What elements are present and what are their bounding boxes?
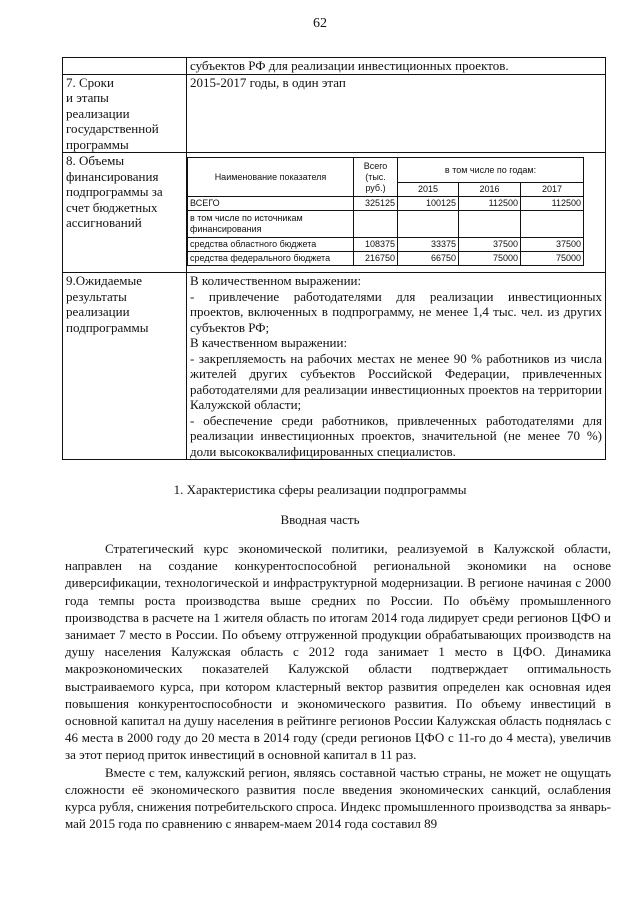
body-text xyxy=(65,540,611,832)
fin-cell-total: 108375 xyxy=(354,238,398,252)
fin-cell-2016: 37500 xyxy=(459,238,521,252)
row8-label: 8. Объемы финансирования подпрограммы за счет бюджетных ассигнований xyxy=(63,153,187,273)
fin-year-2015: 2015 xyxy=(398,183,459,197)
table-row-continuation xyxy=(63,58,606,75)
fin-cell-total: 216750 xyxy=(354,252,398,266)
continuation-left-cell xyxy=(63,58,187,75)
fin-cell-name: в том числе по источникам финансирования xyxy=(188,211,354,238)
fin-cell-2017: 37500 xyxy=(521,238,584,252)
fin-row-regional xyxy=(188,238,584,252)
fin-header-years: в том числе по годам: xyxy=(398,158,584,183)
result-line: В количественном выражении: xyxy=(190,273,362,288)
fin-cell-total xyxy=(354,211,398,238)
table-row-financing xyxy=(63,153,606,273)
fin-year-2016: 2016 xyxy=(459,183,521,197)
page-number: 62 xyxy=(313,16,327,31)
fin-cell-name: средства федерального бюджета xyxy=(188,252,354,266)
financing-table xyxy=(187,157,584,266)
fin-cell-2016: 75000 xyxy=(459,252,521,266)
row9-value xyxy=(187,273,606,460)
fin-cell-total: 325125 xyxy=(354,197,398,211)
fin-cell-name: ВСЕГО xyxy=(188,197,354,211)
section-heading: 1. Характеристика сферы реализации подпрограммы xyxy=(173,482,467,497)
paragraph: Вместе с тем, калужский регион, являясь составной частью страны, не может не ощущать сложности её экономического развития после введения экономических санкций, ослабления курса рубля, снижения потребительского спроса. Индекс промышленного производства за январь-май 2015 года по сравнению с январем-маем 2014 года составил 89 xyxy=(65,764,611,832)
subheading: Вводная часть xyxy=(280,512,360,527)
fin-row-sources xyxy=(188,211,584,238)
fin-row-total xyxy=(188,197,584,211)
result-line: - обеспечение среди работников, привлеченных работодателями для реализации инвестиционных проектов, значительной (не менее 70 %) доли высококвалифицированных специалистов. xyxy=(190,412,602,459)
fin-header-row xyxy=(188,158,584,183)
fin-cell-2015: 100125 xyxy=(398,197,459,211)
passport-table xyxy=(62,57,606,460)
fin-cell-name: средства областного бюджета xyxy=(188,238,354,252)
fin-cell-2017 xyxy=(521,211,584,238)
row9-label: 9.Ожидаемые результаты реализации подпрограммы xyxy=(63,273,187,460)
fin-row-federal xyxy=(188,252,584,266)
fin-cell-2015: 66750 xyxy=(398,252,459,266)
fin-cell-2017: 75000 xyxy=(521,252,584,266)
result-line: - привлечение работодателями для реализации инвестиционных проектов, включенных в подпрограмму, не менее 1,4 тыс. чел. из других субъектов РФ; xyxy=(190,288,602,335)
row7-label: 7. Сроки и этапы реализации государственной программы xyxy=(63,74,187,153)
result-line: В качественном выражении: xyxy=(190,335,348,350)
fin-cell-2016: 112500 xyxy=(459,197,521,211)
paragraph: Стратегический курс экономической политики, реализуемой в Калужской области, направлен на создание конкурентоспособной региональной экономики на основе диверсификации, технологической и инфраструктурной модернизации. В регионе начиная с 2000 года темпы роста производства выше средних по России. По объёму промышленного производства в расчете на 1 жителя область по итогам 2014 года лидирует среди регионов ЦФО и занимает 7 место в России. По объему отгруженной продукции обрабатывающих производств на душу населения Калужская область с 2012 года занимает 1 место в ЦФО. Динамика макроэкономических показателей Калужской области подтверждает оптимальность выстраиваемого курса, при котором кластерный вектор развития определен как основная идея повышения конкурентоспособности и экономического развития. По объему инвестиций в основной капитал на душу населения в рейтинге регионов России Калужская область поднялась с 46 места в 2000 году до 20 места в 2014 году (среди регионов ЦФО с 11-го до 4 места), увеличив за этот период приток инвестиций в основной капитал в 11 раз. xyxy=(65,541,611,763)
fin-header-total: Всего (тыс. руб.) xyxy=(354,158,398,197)
fin-cell-2017: 112500 xyxy=(521,197,584,211)
fin-cell-2016 xyxy=(459,211,521,238)
fin-cell-2015: 33375 xyxy=(398,238,459,252)
row7-value: 2015-2017 годы, в один этап xyxy=(187,74,606,153)
table-row-terms xyxy=(63,74,606,153)
continuation-text: субъектов РФ для реализации инвестиционных проектов. xyxy=(187,58,606,75)
fin-header-name: Наименование показателя xyxy=(188,158,354,197)
fin-year-2017: 2017 xyxy=(521,183,584,197)
row8-value xyxy=(187,153,606,273)
result-line: - закрепляемость на рабочих местах не менее 90 % работников из числа жителей других субъектов Российской Федерации, привлеченных работодателями для реализации инвестиционных проектов на территории Калужской области; xyxy=(190,350,602,412)
table-row-results xyxy=(63,273,606,460)
fin-cell-2015 xyxy=(398,211,459,238)
